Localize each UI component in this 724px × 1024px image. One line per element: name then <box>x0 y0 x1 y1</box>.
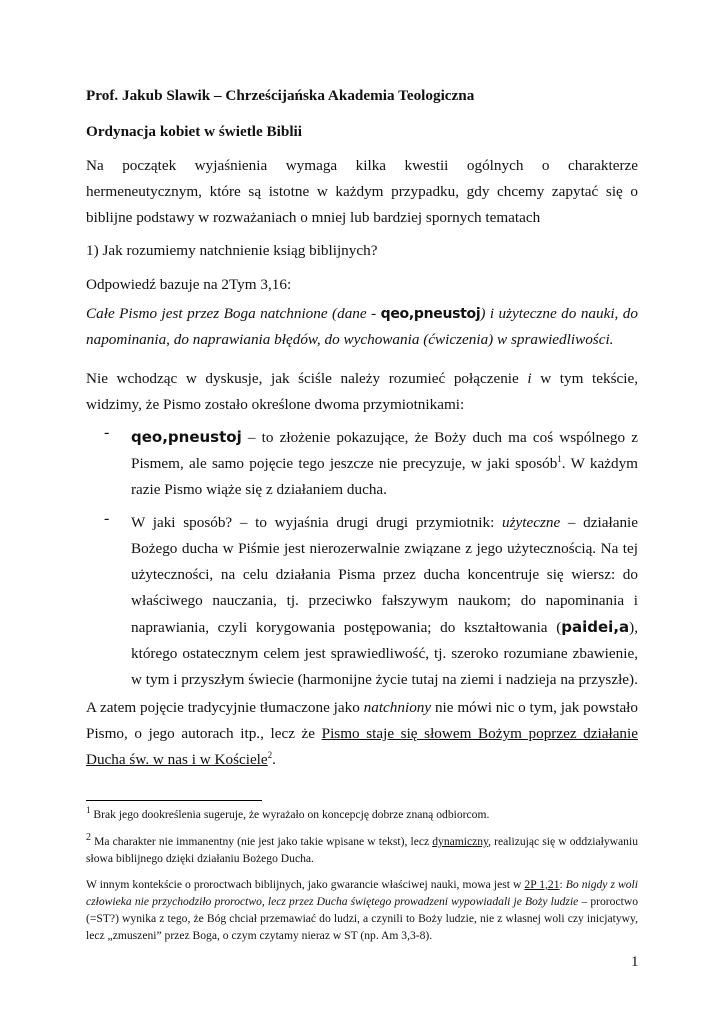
bible-reference: 2P 1,21 <box>524 878 560 891</box>
footnote-text: , realizując się w oddziaływaniu słowa biblijnego dzięki działaniu Bożego Ducha. <box>86 835 638 865</box>
document-title: Ordynacja kobiet w świetle Biblii <box>86 123 302 140</box>
greek-term: paidei,a <box>561 618 630 636</box>
paragraph-text: A zatem pojęcie tradycyjnie tłumaczone jako <box>86 699 364 716</box>
body-paragraph <box>86 366 638 418</box>
footnote-number: 2 <box>86 832 91 844</box>
italic-word: użyteczne <box>502 514 561 531</box>
footnote-1 <box>86 806 638 823</box>
quote-text: Całe Pismo jest przez Boga natchnione (dane - <box>86 305 381 322</box>
list-text: – to złożenie pokazujące, że Boży duch ma coś wspólnego z Pismem, ale samo pojęcie tego jeszcze nie precyzuje, w jaki sposób <box>131 429 638 472</box>
underlined-text: Pismo staje się słowem Bożym poprzez działanie Ducha św. w nas i w Kościele <box>86 725 638 768</box>
page-number: 1 <box>631 954 639 970</box>
footnote-number: 1 <box>86 805 91 816</box>
italic-word: i <box>527 370 532 387</box>
greek-term: qeo,pneustoj <box>131 428 242 446</box>
list-item <box>104 510 638 693</box>
answer-intro: Odpowiedź bazuje na 2Tym 3,16: <box>86 276 292 293</box>
list-text: W jaki sposób? – to wyjaśnia drugi drugi przymiotnik: <box>131 514 502 531</box>
footnote-quote: Bo nigdy z woli człowieka nie przychodziło proroctwo, lecz przez Ducha świętego prowadzeni wypowiadali je Boży ludzie <box>86 878 638 908</box>
list-text: – działanie Bożego ducha w Piśmie jest nierozerwalnie związane z jego użytecznością. Na tej użyteczności, na celu działania Pisma przez ducha koncentruje się wiersz: do właściwego nauczania, tj. przeciwko fałszywym naukom; do napominania i naprawiania, czyli korygowania postępowania; do kształtowania ( <box>131 514 638 636</box>
footnote-underlined: dynamiczny <box>432 835 489 848</box>
footnote-divider <box>86 800 262 801</box>
list-item-text <box>131 424 638 503</box>
paragraph-text: nie mówi nic o tym, jak powstało Pismo, o jego autorach itp., lecz że <box>86 699 638 742</box>
list-item-text <box>131 510 638 693</box>
footnote-text: Brak jego dookreślenia sugeruje, że wyrażało on koncepcję dobrze znaną odbiorcom. <box>90 808 490 821</box>
list-item <box>104 424 638 503</box>
question-heading: 1) Jak rozumiemy natchnienie ksiąg biblijnych? <box>86 242 378 259</box>
paragraph-text: w tym tekście, widzimy, że Pismo zostało określone dwoma przymiotnikami: <box>86 370 639 413</box>
document-header: Prof. Jakub Slawik – Chrześcijańska Akademia Teologiczna <box>86 87 475 104</box>
footnote-ref: 2 <box>267 749 273 760</box>
list-bullet: - <box>104 424 110 441</box>
italic-word: natchniony <box>363 699 432 716</box>
list-bullet: - <box>104 510 110 527</box>
list-text: ), którego ostatecznym celem jest sprawiedliwość, tj. szeroko rozumiane zbawienie, w tym i przyszłym świecie (harmonijne życie tutaj na ziemi i nadzieja na przyszłe). <box>131 619 638 688</box>
greek-term: qeo,pneustoj <box>380 306 481 322</box>
quote-text: ) i użyteczne do nauki, do napominania, do naprawiania błędów, do wychowania (ćwiczenia) w sprawiedliwości. <box>86 305 638 348</box>
body-paragraph <box>86 695 638 773</box>
footnote-text: W innym kontekście o proroctwach biblijnych, jako gwarancie właściwej nauki, mowa jest w <box>86 878 525 891</box>
paragraph-text: . <box>272 751 276 768</box>
footnote-2 <box>86 833 638 867</box>
footnote-ref: 1 <box>557 453 562 464</box>
footnote-continuation <box>86 876 638 944</box>
footnote-text: – proroctwo (=ST?) wynika z tego, że Bóg chciał przemawiać do ludzi, a czynili to Boży ludzie, nie z własnej woli czy inicjatywy, lecz „zmuszeni” przez Boga, o czym czytamy nieraz w ST (np. Am 3,3-8). <box>86 895 638 942</box>
intro-paragraph: Na początek wyjaśnienia wymaga kilka kwestii ogólnych o charakterze hermeneutycznym, które są istotne w każdym przypadku, gdy chcemy zapytać się o biblijne podstawy w rozważaniach o mniej lub bardziej spornych tematach <box>86 157 638 226</box>
bible-quote <box>86 301 638 353</box>
footnote-text: : <box>559 878 566 891</box>
paragraph-text: Nie wchodząc w dyskusje, jak ściśle należy rozumieć połączenie <box>86 370 528 387</box>
footnote-text: Ma charakter nie immanentny (nie jest jako takie wpisane w tekst), lecz <box>91 835 433 848</box>
list-text: . W każdym razie Pismo wiąże się z działaniem ducha. <box>131 455 638 498</box>
